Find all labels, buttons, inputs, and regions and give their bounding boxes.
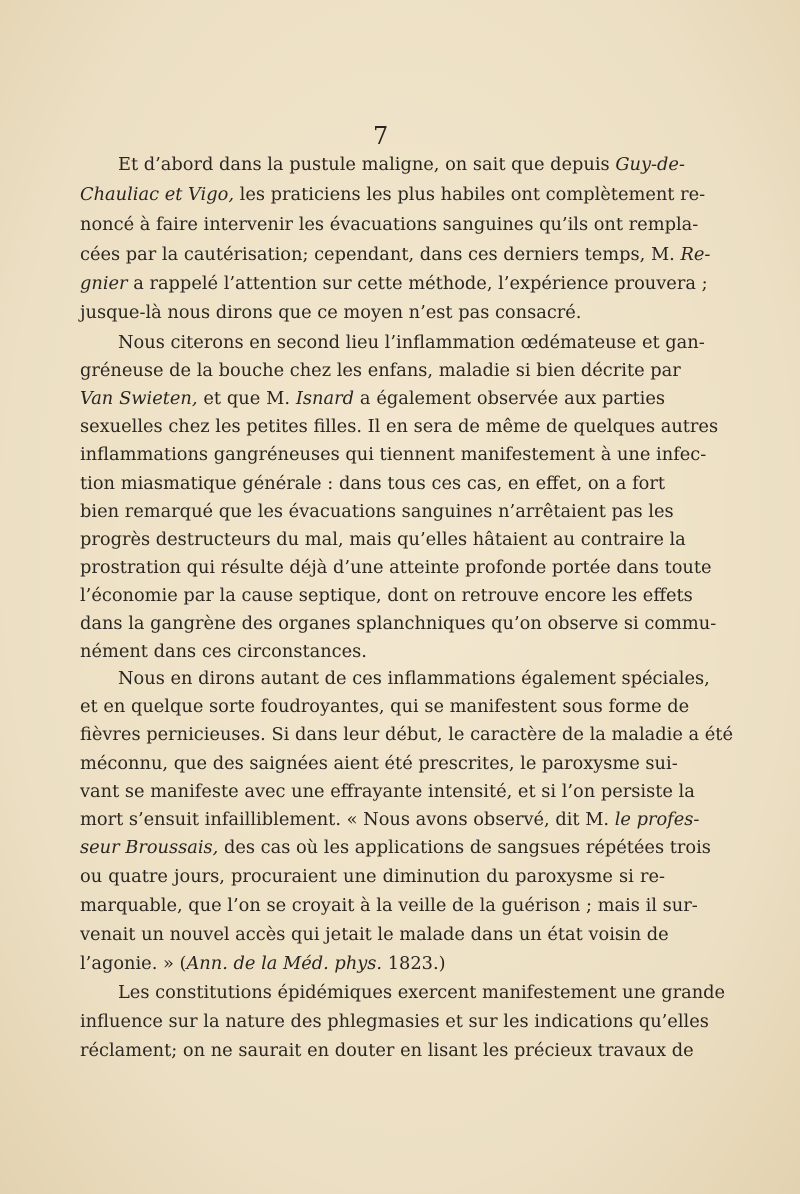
text-line <box>80 609 717 639</box>
text-line <box>118 664 710 694</box>
text-run: Les constitutions épidémiques exercent manifestement une grande <box>118 982 726 1003</box>
text-line <box>80 269 708 299</box>
text-run: tion miasmatique générale : dans tous ces cas, en effet, on a fort <box>80 473 665 494</box>
text-line <box>80 777 695 807</box>
text-line <box>118 328 705 358</box>
text-run: cées par la cautérisation; cependant, dans ces derniers temps, M. <box>80 244 681 265</box>
text-line <box>80 720 733 750</box>
italic-run: Isnard <box>295 388 354 409</box>
text-run: réclament; on ne saurait en douter en lisant les précieux travaux de <box>80 1040 694 1061</box>
italic-run: Re- <box>680 244 711 265</box>
text-line <box>80 891 698 921</box>
text-run: 1823.) <box>382 953 446 974</box>
text-line <box>80 805 700 835</box>
text-run: gréneuse de la bouche chez les enfans, maladie si bien décrite par <box>80 360 681 381</box>
text-line <box>80 525 686 555</box>
text-line <box>80 384 665 414</box>
text-run: les praticiens les plus habiles ont complètement re- <box>233 184 706 205</box>
text-line <box>118 978 726 1008</box>
text-run: a également observée aux parties <box>353 388 666 409</box>
text-line <box>118 150 685 180</box>
italic-run: Guy-de- <box>615 154 685 175</box>
italic-run: gnier <box>80 273 128 294</box>
text-run: l’économie par la cause septique, dont on retrouve encore les effets <box>80 585 693 606</box>
text-line <box>80 412 719 442</box>
text-run: marquable, que l’on se croyait à la veille de la guérison ; mais il sur- <box>80 895 698 916</box>
text-run: fièvres pernicieuses. Si dans leur début, le caractère de la maladie a été <box>80 724 733 745</box>
text-line <box>80 749 678 779</box>
text-run: noncé à faire intervenir les évacuations sanguines qu’ils ont rempla- <box>80 214 699 235</box>
text-run: progrès destructeurs du mal, mais qu’elles hâtaient au contraire la <box>80 529 686 550</box>
text-run: des cas où les applications de sangsues répétées trois <box>218 837 711 858</box>
text-line <box>80 1036 694 1066</box>
text-line <box>80 920 669 950</box>
text-run: influence sur la nature des phlegmasies et sur les indications qu’elles <box>80 1011 709 1032</box>
text-line <box>80 553 712 583</box>
italic-run: seur Broussais, <box>80 837 219 858</box>
text-line <box>80 637 665 667</box>
text-line <box>80 469 665 499</box>
text-run: Et d’abord dans la pustule maligne, on sait que depuis <box>118 154 616 175</box>
text-run: inflammations gangréneuses qui tiennent manifestement à une infec- <box>80 444 707 465</box>
text-run: mort s’ensuit infailliblement. « Nous avons observé, dit M. <box>80 809 615 830</box>
text-run: ou quatre jours, procuraient une diminution du paroxysme si re- <box>80 866 665 887</box>
text-run: vant se manifeste avec une effrayante intensité, et si l’on persiste la <box>80 781 695 802</box>
italic-run: Van Swieten, <box>80 388 198 409</box>
italic-run: Chauliac et Vigo, <box>80 184 234 205</box>
text-run: Nous en dirons autant de ces inflammations également spéciales, <box>118 668 710 689</box>
text-line <box>80 1007 709 1037</box>
text-line <box>80 298 665 328</box>
text-line <box>80 581 693 611</box>
text-run: sexuelles chez les petites filles. Il en sera de même de quelques autres <box>80 416 719 437</box>
page-number: 7 <box>373 122 389 150</box>
text-run: Nous citerons en second lieu l’inflammation œdémateuse et gan- <box>118 332 705 353</box>
text-line <box>80 949 665 979</box>
text-run: et que M. <box>197 388 296 409</box>
text-line <box>80 440 707 470</box>
text-run: l’agonie. » ( <box>80 953 187 974</box>
text-run: bien remarqué que les évacuations sanguines n’arrêtaient pas les <box>80 501 674 522</box>
text-line <box>80 356 681 386</box>
text-run: et en quelque sorte foudroyantes, qui se manifestent sous forme de <box>80 696 690 717</box>
text-line <box>80 180 706 210</box>
text-line <box>80 240 711 270</box>
text-run: méconnu, que des saignées aient été prescrites, le paroxysme sui- <box>80 753 678 774</box>
text-run: dans la gangrène des organes splanchniques qu’on observe si commu- <box>80 613 717 634</box>
italic-run: le profes- <box>614 809 700 830</box>
text-run: venait un nouvel accès qui jetait le malade dans un état voisin de <box>80 924 669 945</box>
text-line <box>80 210 699 240</box>
text-run: a rappelé l’attention sur cette méthode, l’expérience prouvera ; <box>127 273 708 294</box>
text-line <box>80 692 690 722</box>
text-line <box>80 862 665 892</box>
text-run: nément dans ces circonstances. <box>80 641 367 662</box>
italic-run: Ann. de la Méd. phys. <box>186 953 383 974</box>
text-line <box>80 497 674 527</box>
text-line <box>80 833 711 863</box>
text-run: prostration qui résulte déjà d’une atteinte profonde portée dans toute <box>80 557 712 578</box>
text-run: jusque-là nous dirons que ce moyen n’est pas consacré. <box>80 302 582 323</box>
